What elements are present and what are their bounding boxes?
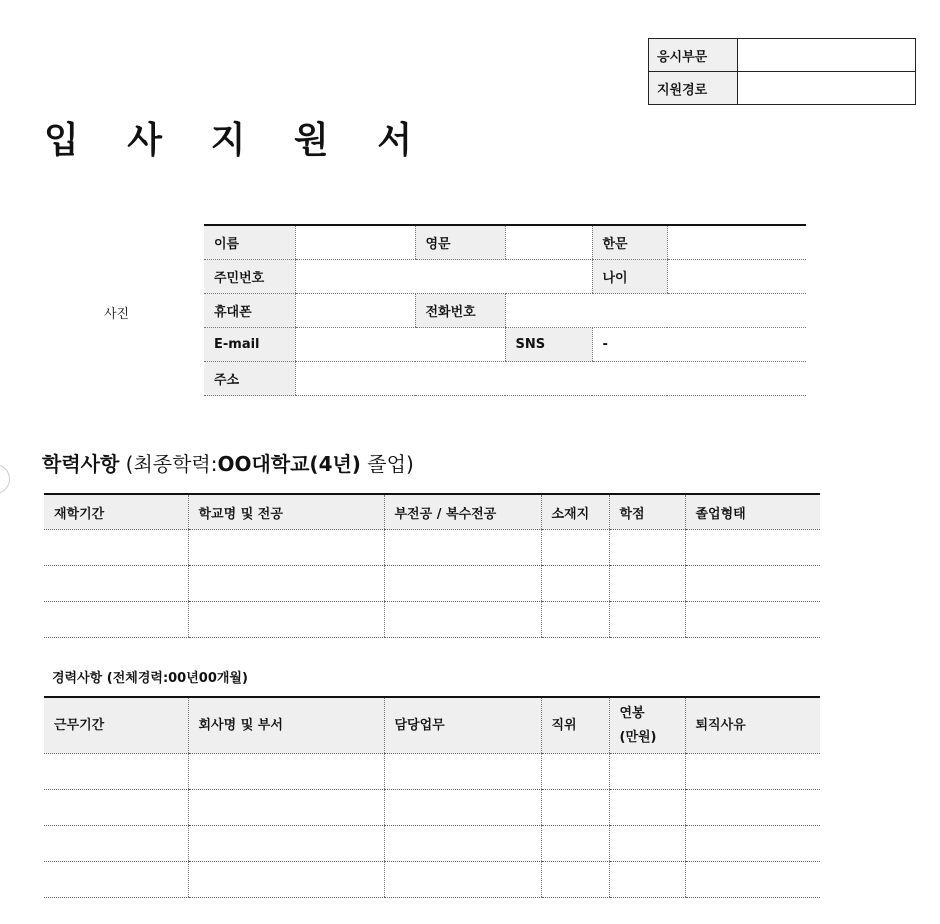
- table-cell[interactable]: [384, 754, 541, 790]
- english-name-field[interactable]: [505, 225, 592, 260]
- table-cell[interactable]: [188, 754, 384, 790]
- table-cell[interactable]: [541, 790, 609, 826]
- apply-route-label: 지원경로: [649, 72, 738, 105]
- resident-number-field[interactable]: [295, 260, 592, 294]
- table-cell[interactable]: [541, 530, 609, 566]
- table-cell[interactable]: [188, 826, 384, 862]
- table-cell[interactable]: [384, 530, 541, 566]
- education-table: [44, 493, 820, 638]
- table-row: [44, 602, 820, 638]
- table-cell[interactable]: [685, 530, 820, 566]
- table-cell[interactable]: [685, 862, 820, 898]
- col-work-period: 근무기간: [44, 697, 188, 754]
- table-cell[interactable]: [384, 826, 541, 862]
- table-cell[interactable]: [44, 530, 188, 566]
- table-cell[interactable]: [188, 566, 384, 602]
- salary-unit: (만원): [619, 729, 657, 745]
- table-row: [44, 566, 820, 602]
- english-name-label: 영문: [415, 225, 505, 260]
- col-minor-double-major: 부전공 / 복수전공: [384, 494, 541, 530]
- name-label: 이름: [204, 225, 295, 260]
- col-company-dept: 회사명 및 부서: [188, 697, 384, 754]
- table-row: [44, 754, 820, 790]
- name-field[interactable]: [295, 225, 415, 260]
- table-cell[interactable]: [609, 790, 685, 826]
- email-label: E-mail: [204, 328, 295, 362]
- hanja-name-label: 한문: [592, 225, 667, 260]
- table-cell[interactable]: [609, 530, 685, 566]
- table-cell[interactable]: [188, 790, 384, 826]
- age-field[interactable]: [667, 260, 806, 294]
- margin-circle-decoration: [0, 464, 10, 494]
- table-cell[interactable]: [44, 826, 188, 862]
- photo-placeholder-label: 사진: [104, 307, 130, 322]
- table-cell[interactable]: [188, 530, 384, 566]
- col-position: 직위: [541, 697, 609, 754]
- col-location: 소재지: [541, 494, 609, 530]
- table-cell[interactable]: [609, 862, 685, 898]
- table-row: [44, 826, 820, 862]
- table-cell[interactable]: [541, 862, 609, 898]
- address-field[interactable]: [295, 362, 806, 396]
- table-cell[interactable]: [609, 826, 685, 862]
- table-cell[interactable]: [384, 790, 541, 826]
- career-heading-title: 경력사항: [52, 671, 103, 686]
- table-cell[interactable]: [44, 566, 188, 602]
- table-cell[interactable]: [685, 826, 820, 862]
- table-row: [44, 862, 820, 898]
- table-cell[interactable]: [609, 566, 685, 602]
- email-field[interactable]: [295, 328, 505, 362]
- address-label: 주소: [204, 362, 295, 396]
- table-cell[interactable]: [541, 754, 609, 790]
- table-cell[interactable]: [609, 754, 685, 790]
- phone-field[interactable]: [505, 294, 806, 328]
- table-cell[interactable]: [384, 602, 541, 638]
- table-cell[interactable]: [685, 566, 820, 602]
- table-cell[interactable]: [685, 602, 820, 638]
- age-label: 나이: [592, 260, 667, 294]
- table-cell[interactable]: [685, 790, 820, 826]
- education-note-suffix: 졸업): [360, 452, 414, 476]
- table-cell[interactable]: [188, 602, 384, 638]
- col-gpa: 학점: [609, 494, 685, 530]
- education-heading: [42, 448, 414, 477]
- table-cell[interactable]: [685, 754, 820, 790]
- salary-label: 연봉: [619, 705, 645, 721]
- education-note-school: OO대학교(4년): [217, 452, 361, 476]
- career-note: (전체경력:00년00개월): [106, 671, 248, 686]
- resident-number-label: 주민번호: [204, 260, 295, 294]
- table-cell[interactable]: [541, 602, 609, 638]
- table-cell[interactable]: [44, 602, 188, 638]
- table-row: [44, 530, 820, 566]
- page-title: 입 사 지 원 서: [44, 120, 431, 161]
- mobile-label: 휴대폰: [204, 294, 295, 328]
- personal-info-table: [204, 224, 806, 396]
- table-cell[interactable]: [44, 754, 188, 790]
- col-school-major: 학교명 및 전공: [188, 494, 384, 530]
- mobile-field[interactable]: [295, 294, 415, 328]
- apply-division-field[interactable]: [738, 39, 916, 72]
- sns-label: SNS: [505, 328, 592, 362]
- career-header-row: [44, 697, 820, 754]
- education-note-prefix: (최종학력:: [125, 452, 218, 476]
- education-heading-title: 학력사항: [42, 452, 120, 476]
- col-leave-reason: 퇴직사유: [685, 697, 820, 754]
- col-study-period: 재학기간: [44, 494, 188, 530]
- career-table: [44, 696, 820, 898]
- table-cell[interactable]: [384, 566, 541, 602]
- career-heading: [52, 667, 248, 686]
- application-meta-box: [648, 38, 916, 105]
- hanja-name-field[interactable]: [667, 225, 806, 260]
- education-header-row: [44, 494, 820, 530]
- table-cell[interactable]: [44, 790, 188, 826]
- phone-label: 전화번호: [415, 294, 505, 328]
- col-salary: [609, 697, 685, 754]
- table-cell[interactable]: [384, 862, 541, 898]
- table-row: [44, 790, 820, 826]
- apply-route-field[interactable]: [738, 72, 916, 105]
- table-cell[interactable]: [609, 602, 685, 638]
- col-duties: 담당업무: [384, 697, 541, 754]
- table-cell[interactable]: [44, 862, 188, 898]
- table-cell[interactable]: [188, 862, 384, 898]
- table-cell[interactable]: [541, 566, 609, 602]
- apply-division-label: 응시부문: [649, 39, 738, 72]
- col-graduation-type: 졸업형태: [685, 494, 820, 530]
- sns-field[interactable]: -: [592, 328, 806, 362]
- table-cell[interactable]: [541, 826, 609, 862]
